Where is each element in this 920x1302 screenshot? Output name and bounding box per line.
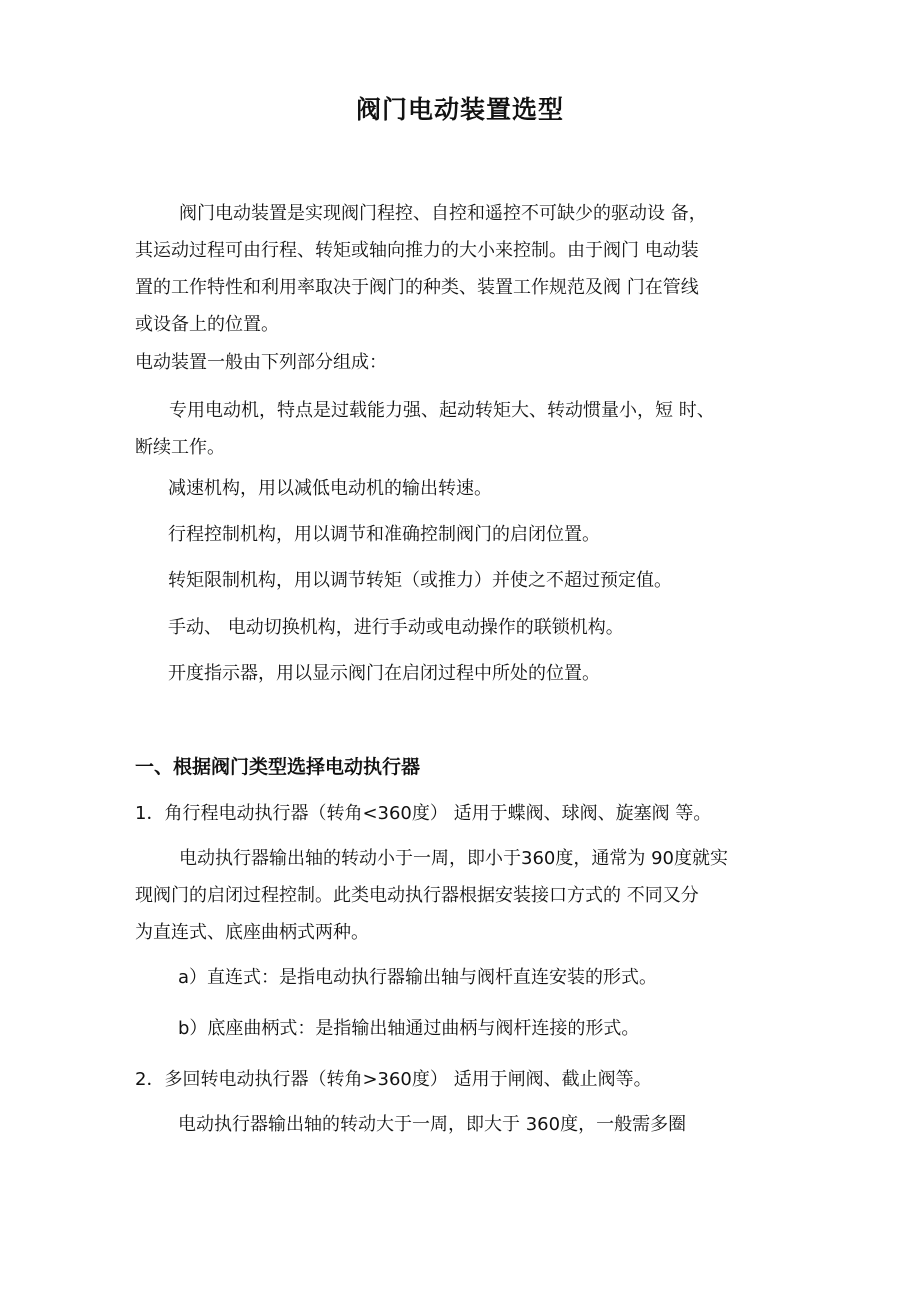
item-1-desc-line-2: 现阀门的启闭过程控制。此类电动执行器根据安装接口方式的 不同又分 (135, 885, 699, 906)
item-1-description (135, 840, 795, 951)
component-position-indicator: 开度指示器，用以显示阀门在启闭过程中所处的位置。 (168, 663, 600, 684)
intro-line-1: 阀门电动装置是实现阀门程控、自控和遥控不可缺少的驱动设 备， (179, 203, 707, 224)
component-motor-line-2: 断续工作。 (135, 437, 225, 458)
component-reducer: 减速机构，用以减低电动机的输出转速。 (168, 478, 492, 499)
intro-line-3: 置的工作特性和利用率取决于阀门的种类、装置工作规范及阀 门在管线 (135, 277, 699, 298)
section-1-heading: 一、根据阀门类型选择电动执行器 (135, 756, 421, 778)
item-1-sub-a: a）直连式：是指电动执行器输出轴与阀杆直连安装的形式。 (178, 967, 658, 988)
intro-line-2: 其运动过程可由行程、转矩或轴向推力的大小来控制。由于阀门 电动装 (135, 240, 699, 261)
item-1-sub-b: b）底座曲柄式：是指输出轴通过曲柄与阀杆连接的形式。 (178, 1018, 640, 1039)
component-motor (135, 392, 795, 466)
intro-paragraph (135, 195, 795, 343)
component-travel-control: 行程控制机构，用以调节和准确控制阀门的启闭位置。 (168, 524, 600, 545)
component-manual-switch: 手动、 电动切换机构，进行手动或电动操作的联锁机构。 (168, 617, 624, 638)
intro-line-4: 或设备上的位置。 (135, 314, 279, 335)
item-1-desc-line-1: 电动执行器输出轴的转动小于一周，即小于360度，通常为 90度就实 (179, 848, 728, 869)
component-torque-limit: 转矩限制机构，用以调节转矩（或推力）并使之不超过预定值。 (168, 570, 672, 591)
component-motor-line-1: 专用电动机，特点是过载能力强、起动转矩大、转动惯量小，短 时、 (169, 400, 715, 421)
item-2-description: 电动执行器输出轴的转动大于一周，即大于 360度，一般需多圈 (178, 1114, 687, 1135)
item-1-desc-line-3: 为直连式、底座曲柄式两种。 (135, 922, 369, 943)
item-1-title: 1．角行程电动执行器（转角<360度） 适用于蝶阀、球阀、旋塞阀 等。 (135, 803, 712, 824)
components-intro: 电动装置一般由下列部分组成： (135, 352, 387, 373)
item-2-title: 2．多回转电动执行器（转角>360度） 适用于闸阀、截止阀等。 (135, 1069, 652, 1090)
page-title: 阀门电动装置选型 (355, 95, 564, 124)
